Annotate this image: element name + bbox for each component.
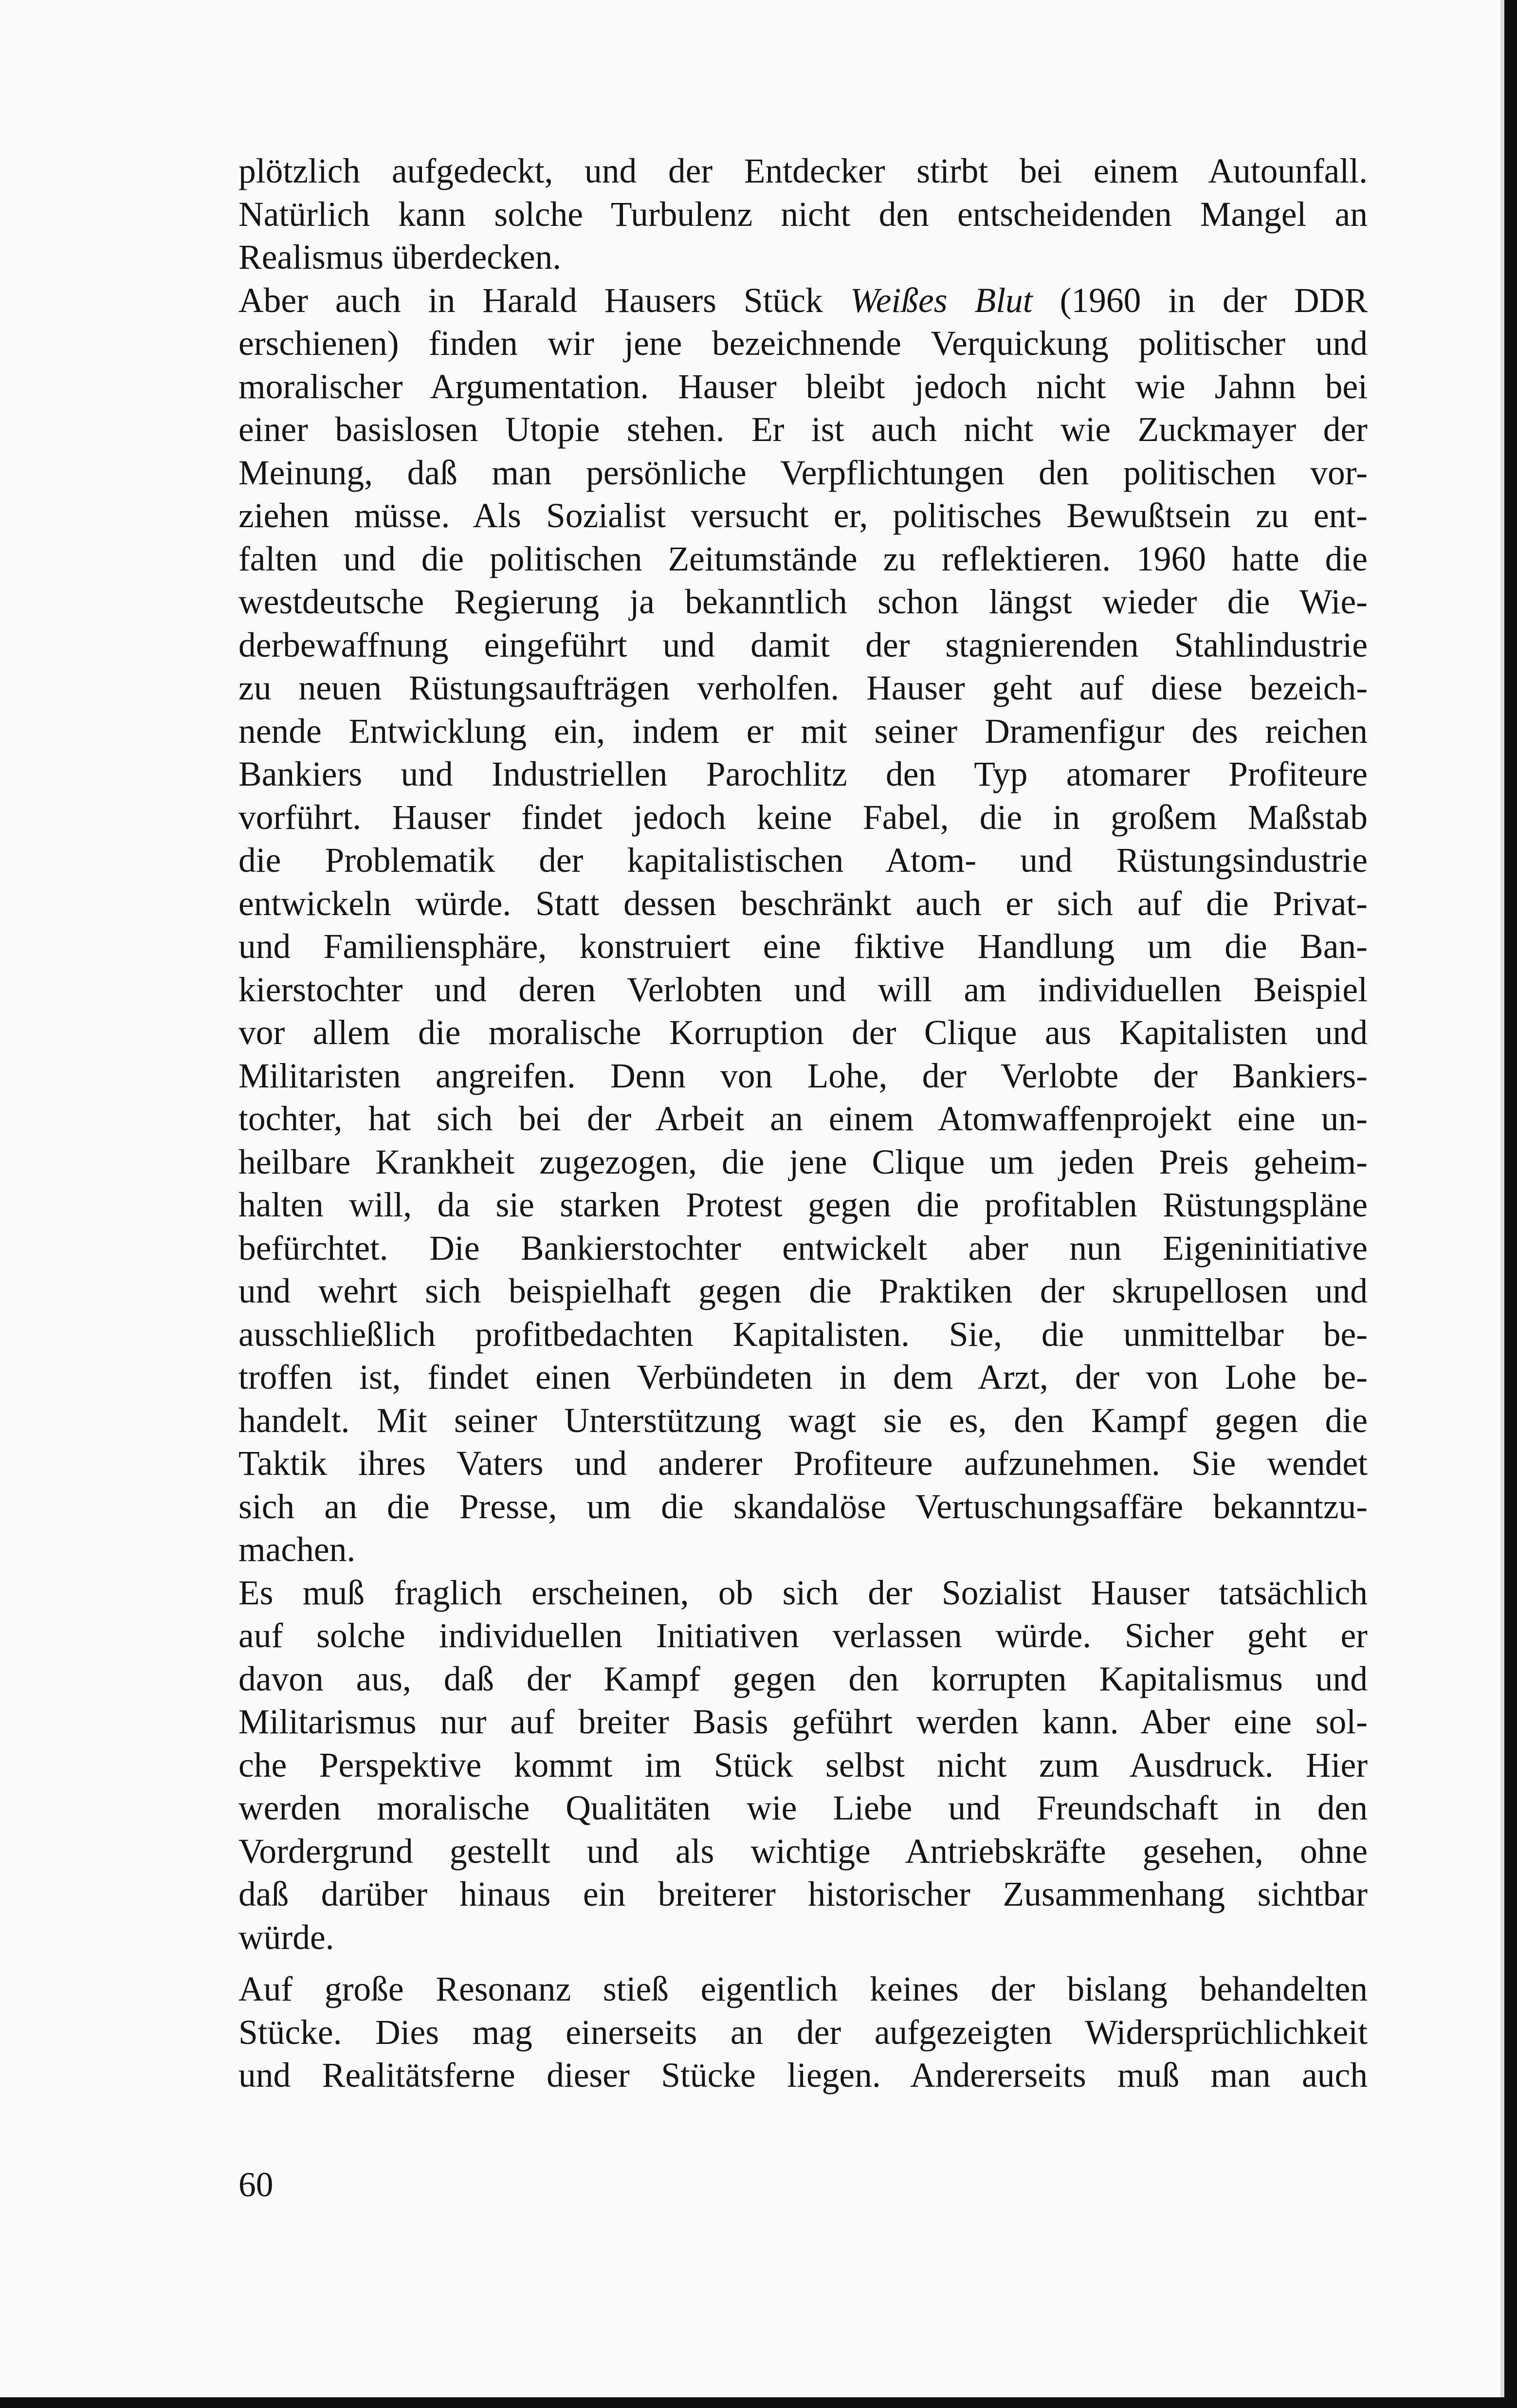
- text-line: daß darüber hinaus ein breiterer historischer Zusammenhang sichtbar: [238, 1875, 1368, 1913]
- text-line: würde.: [238, 1918, 334, 1957]
- text-line: sich an die Presse, um die skandalöse Vertuschungsaffäre bekanntzu-: [238, 1487, 1368, 1526]
- text-line: kierstochter und deren Verlobten und will am individuellen Beispiel: [238, 970, 1368, 1009]
- text-line: moralischer Argumentation. Hauser bleibt jedoch nicht wie Jahnn bei: [238, 367, 1368, 406]
- text-line: falten und die politischen Zeitumstände zu reflektieren. 1960 hatte die: [238, 539, 1368, 578]
- text-line: derbewaffnung eingeführt und damit der stagnierenden Stahlindustrie: [238, 625, 1368, 664]
- text-line: machen.: [238, 1530, 356, 1569]
- text-line: Vordergrund gestellt und als wichtige Antriebskräfte gesehen, ohne: [238, 1832, 1368, 1871]
- text-line: ziehen müsse. Als Sozialist versucht er, politisches Bewußtsein zu ent-: [238, 496, 1368, 535]
- text-line: Bankiers und Industriellen Parochlitz den Typ atomarer Profiteure: [238, 755, 1368, 793]
- text-line: halten will, da sie starken Protest gegen die profitablen Rüstungspläne: [238, 1186, 1368, 1224]
- text-line: che Perspektive kommt im Stück selbst nicht zum Ausdruck. Hier: [238, 1746, 1368, 1784]
- text-line: tochter, hat sich bei der Arbeit an einem Atomwaffenprojekt eine un-: [238, 1100, 1368, 1138]
- text-line: Realismus überdecken.: [238, 238, 562, 276]
- text-line: westdeutsche Regierung ja bekanntlich schon längst wieder die Wie-: [238, 583, 1368, 621]
- text-line: und wehrt sich beispielhaft gegen die Praktiken der skrupellosen und: [238, 1272, 1368, 1310]
- text-line: Stücke. Dies mag einerseits an der aufgezeigten Widersprüchlichkeit: [238, 2013, 1368, 2052]
- text-line: handelt. Mit seiner Unterstützung wagt sie es, den Kampf gegen die: [238, 1401, 1368, 1440]
- text-line: Taktik ihres Vaters und anderer Profiteure aufzunehmen. Sie wendet: [238, 1444, 1368, 1483]
- text-line: entwickeln würde. Statt dessen beschränkt auch er sich auf die Privat-: [238, 884, 1368, 923]
- text-segment: (1960 in der DDR: [1032, 281, 1368, 320]
- body-text: [238, 150, 1368, 2097]
- text-line: zu neuen Rüstungsaufträgen verholfen. Hauser geht auf diese bezeich-: [238, 669, 1368, 707]
- text-line: und Familiensphäre, konstruiert eine fiktive Handlung um die Ban-: [238, 927, 1368, 966]
- text-line: Meinung, daß man persönliche Verpflichtungen den politischen vor-: [238, 453, 1368, 492]
- text-line: nende Entwicklung ein, indem er mit seiner Dramenfigur des reichen: [238, 712, 1368, 751]
- text-line: Militarismus nur auf breiter Basis geführt werden kann. Aber eine sol-: [238, 1703, 1368, 1741]
- text-line: befürchtet. Die Bankierstochter entwickelt aber nun Eigeninitiative: [238, 1229, 1368, 1268]
- text-line: [238, 279, 1368, 323]
- text-line: heilbare Krankheit zugezogen, die jene Clique um jeden Preis geheim-: [238, 1142, 1368, 1181]
- page-number: 60: [238, 2166, 274, 2204]
- text-line: Militaristen angreifen. Denn von Lohe, der Verlobte der Bankiers-: [238, 1056, 1368, 1095]
- text-segment: Aber auch in Harald Hausers Stück: [238, 281, 850, 320]
- text-line: vor allem die moralische Korruption der Clique aus Kapitalisten und: [238, 1013, 1368, 1052]
- play-title: Weißes Blut: [850, 281, 1033, 320]
- text-line: Auf große Resonanz stieß eigentlich keines der bislang behandelten: [238, 1970, 1368, 2008]
- text-line: auf solche individuellen Initiativen verlassen würde. Sicher geht er: [238, 1617, 1368, 1655]
- text-line: erschienen) finden wir jene bezeichnende Verquickung politischer und: [238, 324, 1368, 363]
- text-line: davon aus, daß der Kampf gegen den korrupten Kapitalismus und: [238, 1659, 1368, 1698]
- text-line: troffen ist, findet einen Verbündeten in dem Arzt, der von Lohe be-: [238, 1358, 1368, 1397]
- text-line: und Realitätsferne dieser Stücke liegen. Andererseits muß man auch: [238, 2056, 1368, 2095]
- scan-edge-right: [1504, 0, 1517, 2408]
- text-line: werden moralische Qualitäten wie Liebe und Freundschaft in den: [238, 1789, 1368, 1827]
- text-line: Es muß fraglich erscheinen, ob sich der Sozialist Hauser tatsächlich: [238, 1573, 1368, 1612]
- text-line: Natürlich kann solche Turbulenz nicht den entscheidenden Mangel an: [238, 195, 1368, 234]
- text-line: plötzlich aufgedeckt, und der Entdecker stirbt bei einem Autounfall.: [238, 152, 1368, 190]
- text-line: einer basislosen Utopie stehen. Er ist auch nicht wie Zuckmayer der: [238, 410, 1368, 449]
- text-line: vorführt. Hauser findet jedoch keine Fabel, die in großem Maßstab: [238, 798, 1368, 837]
- scan-edge-shadow: [1500, 0, 1504, 2408]
- text-line: die Problematik der kapitalistischen Atom- und Rüstungsindustrie: [238, 841, 1368, 880]
- text-line: ausschließlich profitbedachten Kapitalisten. Sie, die unmittelbar be-: [238, 1315, 1368, 1354]
- scan-edge-bottom: [0, 2397, 1517, 2408]
